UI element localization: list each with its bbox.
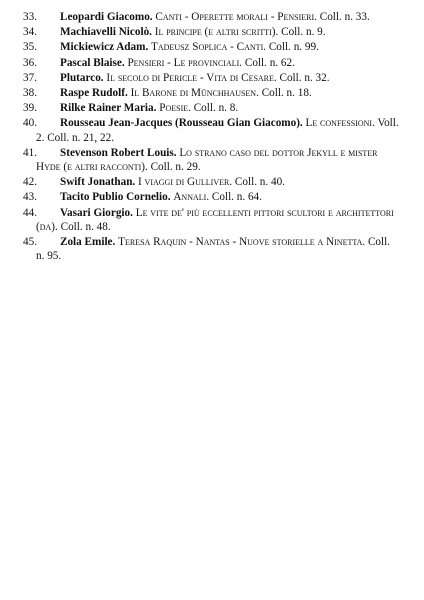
entry-collection: . Voll. 2. Coll. n. 21, 22. [36, 117, 399, 144]
entry-number: 41. [23, 146, 37, 159]
entry-number: 39. [23, 102, 37, 115]
entry-title: Tadeusz Soplica - Canti [151, 41, 264, 54]
entry-number: 42. [23, 176, 37, 189]
entry-title: Il Barone di Münchhausen [130, 87, 257, 100]
entry-author: Zola Emile. [60, 236, 116, 249]
entry-collection: . Coll. n. 32. [273, 71, 330, 84]
list-item [23, 25, 399, 39]
entry-collection: . Coll. n. 9. [275, 26, 326, 39]
list-item [23, 86, 399, 100]
entry-author: Vasari Giorgio. [60, 206, 133, 219]
entry-number: 43. [23, 191, 37, 204]
entry-number: 34. [23, 26, 37, 39]
entry-collection: . Coll. n. 29. [144, 161, 201, 174]
entry-title: Poesie [159, 102, 189, 115]
entry-number: 44. [23, 206, 37, 219]
entry-collection: . Coll. n. 95. [36, 236, 391, 263]
entry-title: Pensieri - Le provinciali [127, 56, 240, 69]
entry-collection: . Coll. n. 8. [188, 102, 239, 115]
list-item [23, 235, 399, 263]
entry-number: 36. [23, 56, 37, 69]
entry-author: Leopardi Giacomo. [60, 11, 153, 23]
list-item [23, 56, 399, 70]
entry-collection: . Coll. n. 99. [263, 41, 319, 54]
entry-number: 38. [23, 87, 37, 100]
entry-title: I viaggi di Gulliver [138, 176, 230, 189]
entry-number: 45. [23, 236, 37, 249]
entry-number: 40. [23, 117, 37, 130]
entry-author: Tacito Publio Cornelio. [60, 191, 171, 204]
bibliography-list [23, 10, 399, 264]
entry-title: Canti - Operette morali - Pensieri [155, 11, 315, 23]
entry-author: Machiavelli Nicolò. [60, 26, 152, 39]
list-item [23, 175, 399, 189]
entry-title: Lo strano caso del dottor Jekyll e mister Hyde (e altri racconti) [36, 146, 378, 174]
list-item [23, 146, 399, 174]
list-item [23, 116, 399, 144]
list-item [23, 206, 399, 234]
entry-title: Il principe (e altri scritti) [154, 26, 276, 39]
list-item [23, 101, 399, 115]
entry-author: Rilke Rainer Maria. [60, 102, 157, 115]
entry-collection: . Coll. n. 18. [256, 87, 312, 100]
entry-title: Il secolo di Pericle - Vita di Cesare [106, 71, 274, 84]
entry-title: Teresa Raquin - Nantas - Nuove storielle a Ninetta [118, 236, 363, 249]
entry-author: Swift Jonathan. [60, 176, 136, 189]
list-item [23, 40, 399, 54]
list-item [23, 10, 399, 24]
entry-number: 33. [23, 11, 37, 23]
entry-collection: . Coll. n. 40. [229, 176, 285, 189]
list-item [23, 71, 399, 85]
entry-author: Rousseau Jean-Jacques (Rousseau Gian Giacomo). [60, 117, 303, 130]
entry-author: Mickiewicz Adam. [60, 41, 149, 54]
entry-collection: . Coll. n. 48. [55, 220, 111, 233]
entry-author: Plutarco. [60, 71, 104, 84]
entry-author: Raspe Rudolf. [60, 87, 128, 100]
entry-title: Annali [173, 191, 207, 204]
entry-author: Stevenson Robert Louis. [60, 146, 177, 159]
list-item [23, 190, 399, 204]
entry-collection: . Coll. n. 62. [239, 56, 295, 69]
entry-number: 35. [23, 41, 37, 54]
entry-number: 37. [23, 71, 37, 84]
entry-title: Le confessioni [305, 117, 373, 130]
entry-title: Le vite de' più eccellenti pittori scultori e architettori (da) [36, 206, 394, 233]
entry-collection: . Coll. n. 64. [206, 191, 262, 204]
entry-author: Pascal Blaise. [60, 56, 125, 69]
entry-collection: . Coll. n. 33. [314, 11, 370, 23]
